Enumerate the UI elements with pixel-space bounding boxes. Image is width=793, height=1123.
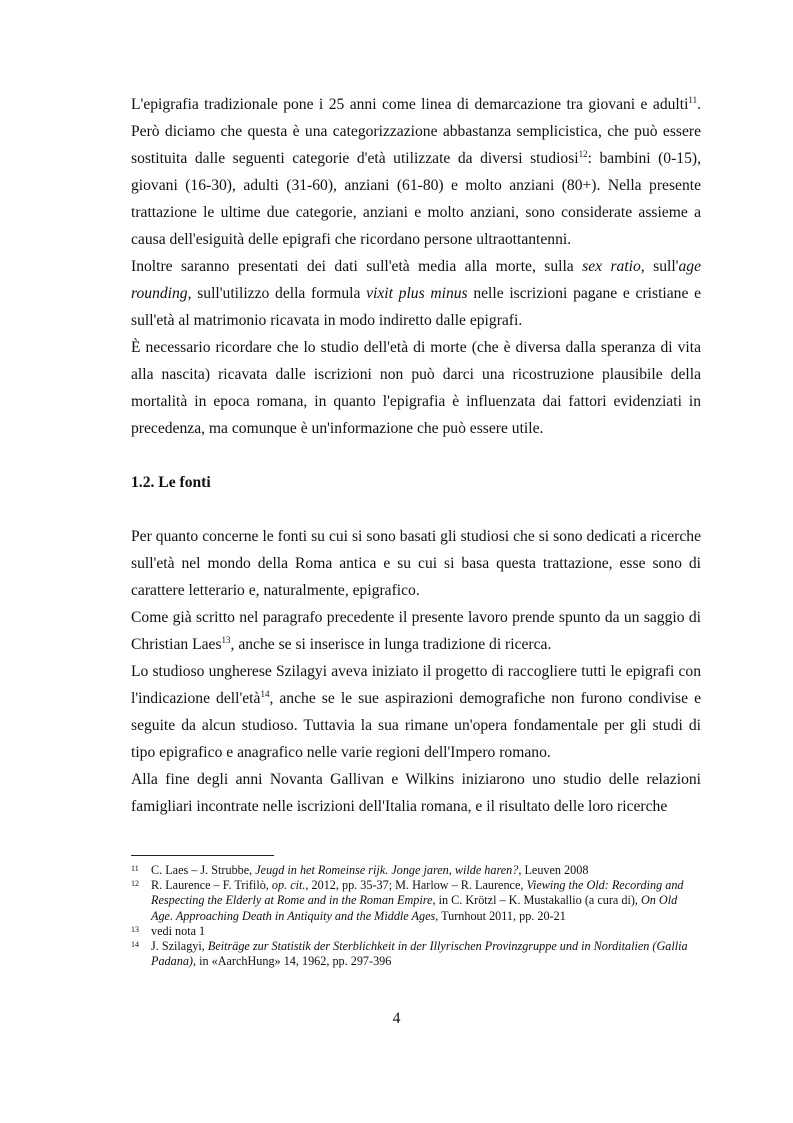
footnote-ref-12[interactable]: 12 (578, 148, 588, 159)
footnotes (131, 855, 701, 969)
footnote-ref-13[interactable]: 13 (221, 634, 231, 645)
text-run: Come già scritto nel paragrafo precedente il presente lavoro prende spunto da un saggio di Christian Laes (131, 609, 701, 653)
text-run: , Turnhout 2011, pp. 20-21 (435, 908, 566, 923)
footnote-separator (131, 855, 274, 856)
text-run: J. Szilagyi, (151, 939, 208, 954)
footnote-number: 13 (131, 924, 139, 934)
footnote-text: vedi nota 1 (151, 923, 206, 938)
text-run: C. Laes – J. Strubbe, (151, 863, 256, 877)
paragraph-data-overview (131, 253, 701, 334)
footnote-number: 12 (131, 879, 139, 889)
text-run: Inoltre saranno presentati dei dati sull'età media alla morte, sulla (131, 258, 583, 275)
italic-term: vixit plus minus (366, 285, 468, 302)
text-run: , 2012, pp. 35-37; M. Harlow – R. Laurence, (305, 878, 527, 893)
text-run: , sull'utilizzo della formula (187, 285, 367, 302)
footnote-text (151, 863, 701, 878)
paragraph-sources: Per quanto concerne le fonti su cui si sono basati gli studiosi che si sono dedicati a ricerche sull'età nel mondo della Roma antica e su cui si basa questa trattazione, esse sono di carattere letterario e, naturalmente, epigrafico. (131, 528, 701, 599)
section-heading: 1.2. Le fonti (131, 474, 211, 491)
footnote-12 (131, 878, 701, 924)
text-run: Lo studioso ungherese Szilagyi aveva iniziato il progetto di raccogliere tutti le epigrafi con l'indicazione dell'età (131, 663, 701, 707)
paragraph-intro (131, 91, 701, 253)
text-run: , in «AarchHung» 14, 1962, pp. 297-396 (192, 954, 392, 969)
text-run: , anche se si inserisce in lunga tradizione di ricerca. (230, 636, 552, 653)
text-run: . Però diciamo che questa è una categorizzazione abbastanza semplicistica, che può essere sostituita dalle seguenti categorie d'età utilizzate da diversi studiosi (131, 96, 701, 167)
text-run: , anche se le sue aspirazioni demografiche non furono condivise e seguite da alcun studioso. Tuttavia la sua rimane un'opera fondamentale per gli studi di tipo epigrafico e anagrafico nelle varie regioni dell'Impero romano. (131, 690, 701, 761)
italic-title: op. cit. (271, 878, 306, 893)
text-run: L'epigrafia tradizionale pone i 25 anni come linea di demarcazione tra giovani e adulti (131, 96, 689, 113)
footnote-11 (131, 863, 701, 878)
text-run: , in C. Krötzl – K. Mustakallio (a cura di), (432, 893, 641, 908)
footnote-text (151, 939, 701, 969)
footnote-number: 11 (131, 864, 139, 873)
italic-title: Viewing the Old: Recording and Respecting the Elderly at Rome and in the Roman Empire (151, 878, 684, 908)
footnote-ref-14[interactable]: 14 (260, 688, 270, 699)
text-run: : bambini (0-15), giovani (16-30), adulti (31-60), anziani (61-80) e molto anziani (80+). Nella presente trattazione le ultime due categorie, anziani e molto anziani, sono considerate assieme a causa dell'esiguità delle epigrafi che ricordano persone ultraottantenni. (131, 150, 701, 248)
text-run: R. Laurence – F. Trifilò, (151, 878, 272, 893)
italic-term: sex ratio (582, 258, 641, 275)
body-text (131, 91, 701, 820)
paragraph-szilagyi (131, 658, 701, 766)
footnote-13 (131, 924, 701, 939)
footnote-number: 14 (131, 940, 139, 950)
italic-title: Beiträge zur Statistik der Sterblichkeit in der Illyrischen Provinzgruppe und in Norditalien (Gallia Padana) (151, 939, 688, 969)
text-run: , Leuven 2008 (518, 863, 589, 877)
footnote-ref-11[interactable]: 11 (688, 94, 698, 105)
text-run: nelle iscrizioni pagane e cristiane e sull'età al matrimonio ricavata in modo indiretto dalle epigrafi. (131, 285, 702, 329)
italic-term: age rounding (131, 258, 702, 302)
paragraph-laes (131, 604, 701, 658)
paragraph-gallivan-wilkins: Alla fine degli anni Novanta Gallivan e Wilkins iniziarono uno studio delle relazioni famigliari incontrate nelle iscrizioni dell'Italia romana, e il risultato delle loro ricerche (131, 771, 701, 815)
italic-title: Jeugd in het Romeinse rijk. Jonge jaren, wilde haren? (255, 863, 519, 877)
text-run: , sull' (640, 258, 679, 275)
italic-title: On Old Age. Approaching Death in Antiquity and the Middle Ages (151, 893, 678, 923)
footnote-text (151, 878, 701, 924)
paragraph-mortality-note: È necessario ricordare che lo studio dell'età di morte (che è diversa dalla speranza di vita alla nascita) ricavata dalle iscrizioni non può darci una ricostruzione plausibile della mortalità in epoca romana, in quanto l'epigrafia è influenzata dai fattori evidenziati in precedenza, ma comunque è un'informazione che può essere utile. (131, 339, 701, 437)
footnote-14 (131, 939, 701, 969)
page-number: 4 (392, 1010, 401, 1027)
